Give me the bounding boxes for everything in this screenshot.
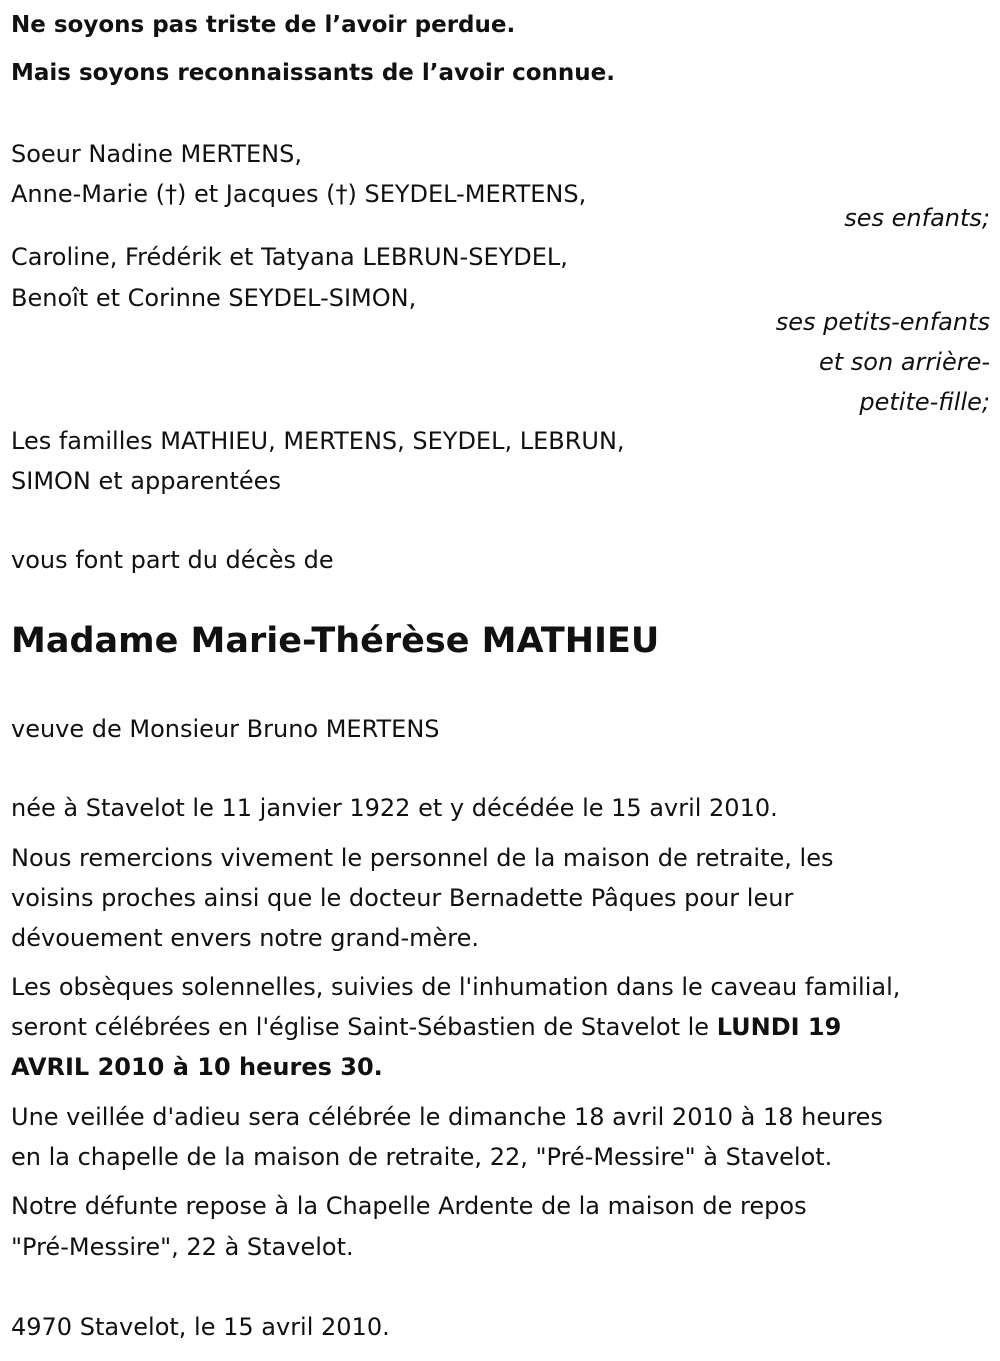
deceased-name: Madame Marie-Thérèse MATHIEU (11, 621, 660, 661)
grandchildren-role-2: et son arrière- (819, 348, 990, 376)
footer-place-date: 4970 Stavelot, le 15 avril 2010. (11, 1313, 390, 1341)
families-line-1: Les familles MATHIEU, MERTENS, SEYDEL, LEBRUN, (11, 427, 625, 455)
children-role: ses enfants; (844, 204, 990, 232)
grandchildren-role-3: petite-fille; (859, 388, 990, 416)
widow-line: veuve de Monsieur Bruno MERTENS (11, 715, 440, 743)
thanks-line-2: voisins proches ainsi que le docteur Bernadette Pâques pour leur (11, 884, 794, 912)
wake-line-2: en la chapelle de la maison de retraite, 22, "Pré-Messire" à Stavelot. (11, 1143, 833, 1171)
families-line-2: SIMON et apparentées (11, 467, 281, 495)
birth-death-line: née à Stavelot le 11 janvier 1922 et y décédée le 15 avril 2010. (11, 794, 778, 822)
grandchildren-line-1: Caroline, Frédérik et Tatyana LEBRUN-SEYDEL, (11, 243, 568, 271)
rest-line-2: "Pré-Messire", 22 à Stavelot. (11, 1233, 354, 1261)
epigraph-line-2: Mais soyons reconnaissants de l’avoir connue. (11, 60, 615, 86)
funeral-line-3: AVRIL 2010 à 10 heures 30. (11, 1053, 383, 1081)
cross-icon: † (335, 180, 348, 208)
children-line-1: Soeur Nadine MERTENS, (11, 140, 302, 168)
thanks-line-3: dévouement envers notre grand-mère. (11, 924, 480, 952)
epigraph-line-1: Ne soyons pas triste de l’avoir perdue. (11, 12, 516, 38)
announcement: vous font part du décès de (11, 546, 334, 574)
rest-line-1: Notre défunte repose à la Chapelle Ardente de la maison de repos (11, 1192, 807, 1220)
grandchildren-line-2: Benoît et Corinne SEYDEL-SIMON, (11, 284, 417, 312)
children-line-2: Anne-Marie (†) et Jacques (†) SEYDEL-MERTENS, (11, 180, 587, 208)
funeral-line-1: Les obsèques solennelles, suivies de l'inhumation dans le caveau familial, (11, 973, 901, 1001)
cross-icon: † (164, 180, 177, 208)
grandchildren-role-1: ses petits-enfants (775, 308, 990, 336)
funeral-line-2: seront célébrées en l'église Saint-Sébastien de Stavelot le LUNDI 19 (11, 1013, 842, 1041)
thanks-line-1: Nous remercions vivement le personnel de la maison de retraite, les (11, 844, 834, 872)
wake-line-1: Une veillée d'adieu sera célébrée le dimanche 18 avril 2010 à 18 heures (11, 1103, 883, 1131)
